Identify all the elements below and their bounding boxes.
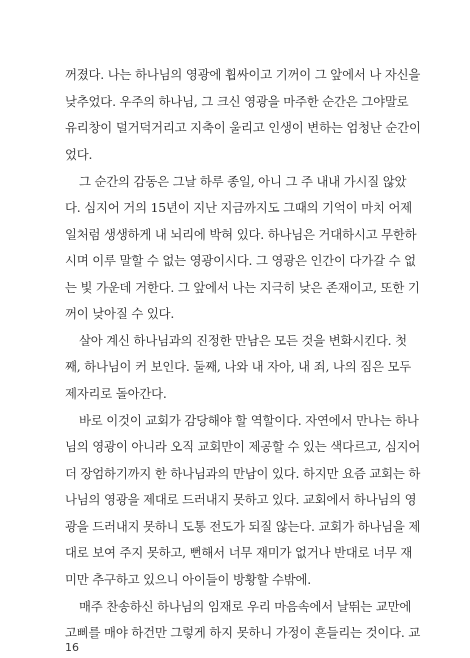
text-line: 살아 계신 하나님과의 진정한 만남은 모든 것을 변화시킨다. 첫: [79, 333, 407, 348]
text-line: 꺼이 낮아질 수 있다.: [65, 306, 175, 321]
text-line: 님의 영광이 아니라 오직 교회만이 제공할 수 있는 색다르고, 심지어: [65, 439, 421, 454]
text-line: 그 순간의 감동은 그날 하루 종일, 아니 그 주 내내 가시질 않았: [79, 174, 407, 189]
text-line: 다. 심지어 거의 15년이 지난 지금까지도 그때의 기억이 마치 어제: [65, 200, 412, 215]
text-line: 낮추었다. 우주의 하나님, 그 크신 영광을 마주한 순간은 그야말로: [65, 94, 409, 109]
text-line: 고삐를 매야 하건만 그렇게 하지 못하니 가정이 흔들리는 것이다. 교: [65, 625, 421, 640]
text-line: 대로 보여 주지 못하고, 뻔해서 너무 재미가 없거나 반대로 너무 재: [65, 545, 413, 560]
text-line: 광을 드러내지 못하니 도통 전도가 되질 않는다. 교회가 하나님을 제: [65, 519, 421, 534]
text-line: 바로 이것이 교회가 감당해야 할 역할이다. 자연에서 만나는 하나: [79, 413, 419, 428]
text-line: 유리창이 덜거덕거리고 지축이 울리고 인생이 변하는 엄청난 순간이: [65, 120, 421, 135]
text-line: 일처럼 생생하게 내 뇌리에 박혀 있다. 하나님은 거대하시고 무한하: [65, 227, 417, 242]
text-line: 꺼졌다. 나는 하나님의 영광에 휩싸이고 기꺼이 그 앞에서 나 자신을: [65, 67, 421, 82]
text-line: 었다.: [65, 147, 93, 162]
text-line: 매주 찬송하신 하나님의 임재로 우리 마음속에서 날뛰는 교만에: [79, 599, 412, 614]
text-line: 째, 하나님이 커 보인다. 둘째, 나와 내 자아, 내 죄, 나의 짐은 모두: [65, 359, 412, 374]
text-line: 더 장엄하기까지 한 하나님과의 만남이 있다. 하지만 요즘 교회는 하: [65, 466, 421, 481]
text-line: 나님의 영광을 제대로 드러내지 못하고 있다. 교회에서 하나님의 영: [65, 492, 417, 507]
text-line: 미만 추구하고 있으니 아이들이 방황할 수밖에.: [65, 572, 312, 587]
text-line: 제자리로 돌아간다.: [65, 386, 167, 401]
text-line: 시며 이루 말할 수 없는 영광이시다. 그 영광은 인간이 다가갈 수 없: [65, 253, 416, 268]
page-number: 16: [65, 641, 79, 654]
text-line: 는 빛 가운데 거한다. 그 앞에서 나는 지극히 낮은 존재이고, 또한 기: [65, 280, 420, 295]
